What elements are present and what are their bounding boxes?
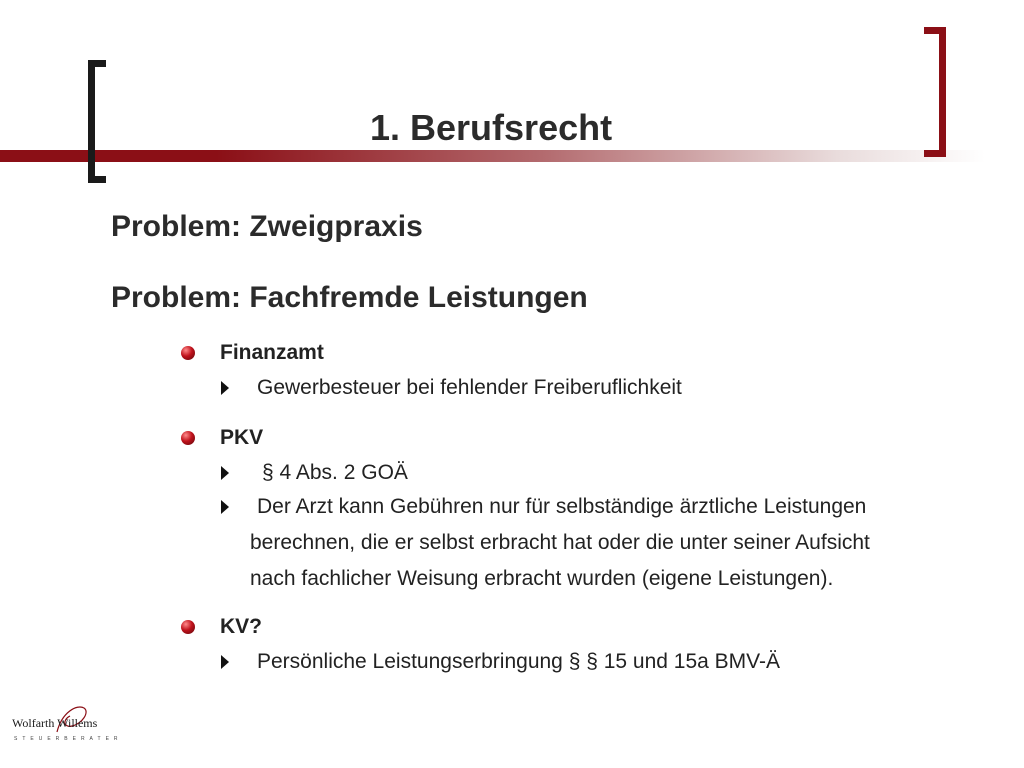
section-label-kv: KV? — [220, 615, 262, 638]
triangle-arrow-icon — [221, 655, 229, 669]
slide-title: 1. Berufsrecht — [370, 107, 613, 148]
list-item: Persönliche Leistungserbringung § § 15 und 15a BMV-Ä — [257, 650, 781, 673]
heading-zweigpraxis: Problem: Zweigpraxis — [111, 210, 423, 243]
section-label-pkv: PKV — [220, 426, 264, 449]
company-logo — [12, 700, 123, 750]
list-item: Der Arzt kann Gebühren nur für selbständige ärztliche Leistungen — [257, 495, 867, 518]
triangle-arrow-icon — [221, 500, 229, 514]
header-gradient-bar — [0, 150, 985, 162]
logo-name: Wolfarth Willems — [12, 716, 98, 730]
heading-fachfremde-leistungen: Problem: Fachfremde Leistungen — [111, 281, 588, 314]
logo-subtitle: STEUERBERATER — [14, 736, 123, 742]
left-bracket-decoration — [88, 60, 106, 183]
triangle-arrow-icon — [221, 466, 229, 480]
red-sphere-bullet-icon — [181, 431, 195, 445]
red-sphere-bullet-icon — [181, 620, 195, 634]
section-label-finanzamt: Finanzamt — [220, 341, 324, 364]
list-item-continuation: nach fachlicher Weisung erbracht wurden (eigene Leistungen). — [250, 567, 834, 590]
list-item: § 4 Abs. 2 GOÄ — [262, 461, 408, 484]
red-sphere-bullet-icon — [181, 346, 195, 360]
list-item: Gewerbesteuer bei fehlender Freiberuflichkeit — [257, 376, 682, 399]
list-item-continuation: berechnen, die er selbst erbracht hat oder die unter seiner Aufsicht — [250, 531, 870, 554]
right-bracket-decoration — [924, 27, 946, 157]
triangle-arrow-icon — [221, 381, 229, 395]
